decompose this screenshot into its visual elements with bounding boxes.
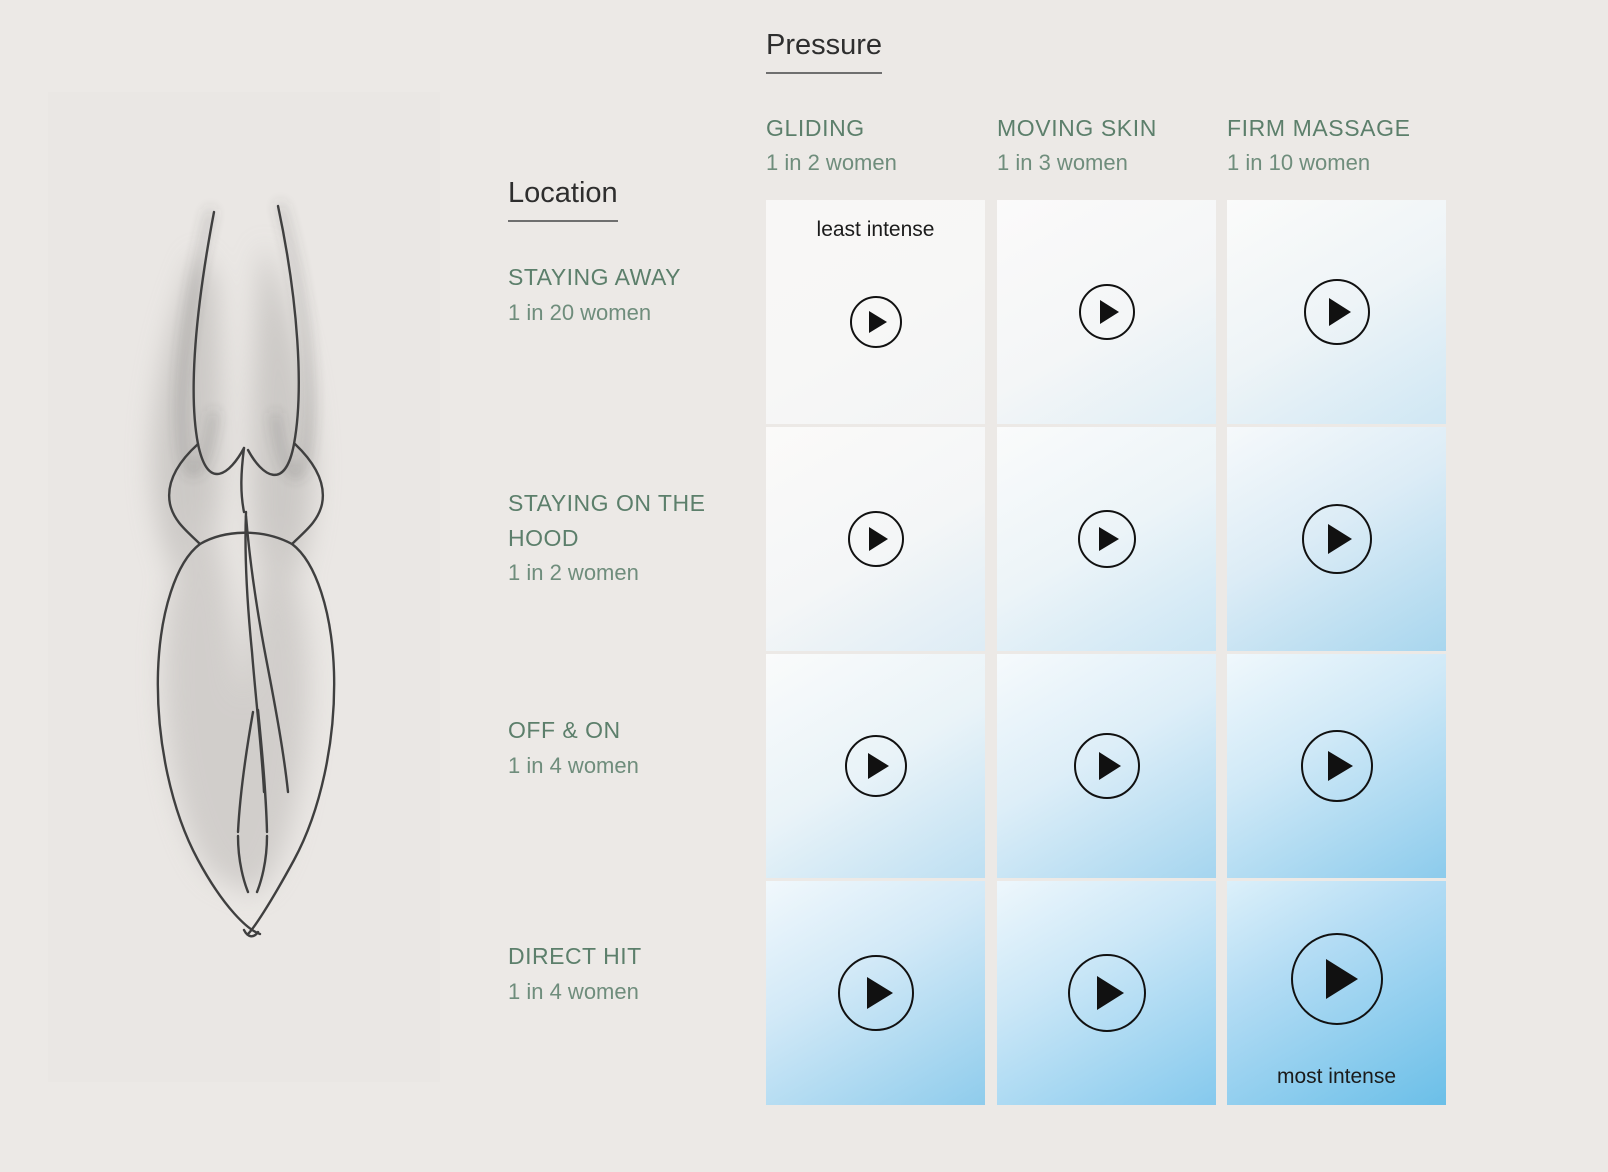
location-row-direct-hit (508, 939, 753, 1008)
location-column (508, 176, 753, 222)
illustration-panel (48, 92, 440, 1082)
vulva-anatomy-sketch (48, 92, 440, 1082)
location-row-staying-on-the-hood (508, 486, 753, 589)
location-heading: Location (508, 176, 618, 222)
video-tile[interactable] (1227, 427, 1446, 651)
play-triangle (867, 977, 893, 1009)
video-tile[interactable] (997, 200, 1216, 424)
location-row-off-and-on (508, 713, 753, 782)
location-label: OFF & ON (508, 717, 621, 743)
play-icon[interactable] (1079, 284, 1135, 340)
location-stat: 1 in 4 women (508, 752, 639, 778)
play-triangle (1329, 298, 1351, 326)
pressure-label: MOVING SKIN (997, 115, 1157, 141)
play-icon[interactable] (1291, 933, 1383, 1025)
video-tile[interactable] (997, 881, 1216, 1105)
play-icon[interactable] (1078, 510, 1136, 568)
pressure-stat: 1 in 10 women (1227, 150, 1371, 176)
play-triangle (1328, 524, 1352, 554)
play-icon[interactable] (1301, 730, 1373, 802)
video-tile[interactable] (766, 654, 985, 878)
play-triangle (1099, 527, 1119, 551)
video-tile[interactable] (766, 427, 985, 651)
play-icon[interactable] (850, 296, 902, 348)
least-intense-caption: least intense (816, 218, 935, 241)
pressure-column-firm-massage (1227, 112, 1411, 179)
play-icon[interactable] (1304, 279, 1370, 345)
play-triangle (869, 311, 887, 333)
video-tile[interactable] (1227, 881, 1446, 1105)
play-icon[interactable] (845, 735, 907, 797)
pressure-stat: 1 in 3 women (997, 150, 1128, 176)
play-icon[interactable] (1068, 954, 1146, 1032)
pressure-stat: 1 in 2 women (766, 150, 897, 176)
pressure-label: GLIDING (766, 115, 865, 141)
video-tile[interactable] (766, 881, 985, 1105)
location-label: DIRECT HIT (508, 943, 642, 969)
play-triangle (1097, 976, 1124, 1010)
pressure-label: FIRM MASSAGE (1227, 115, 1411, 141)
video-tile[interactable] (997, 654, 1216, 878)
pressure-column-gliding (766, 112, 897, 179)
most-intense-caption: most intense (1276, 1065, 1397, 1088)
location-stat: 1 in 2 women (508, 560, 639, 585)
play-triangle (1326, 959, 1358, 999)
play-icon[interactable] (1074, 733, 1140, 799)
pressure-column-moving-skin (997, 112, 1157, 179)
video-tile[interactable] (1227, 200, 1446, 424)
location-label: STAYING AWAY (508, 264, 681, 290)
play-icon[interactable] (838, 955, 914, 1031)
location-label: STAYING ON THE HOOD (508, 490, 706, 551)
play-triangle (1328, 751, 1353, 781)
play-triangle (869, 527, 888, 551)
video-tile[interactable] (766, 200, 985, 424)
video-tile[interactable] (1227, 654, 1446, 878)
video-tile[interactable] (997, 427, 1216, 651)
play-icon[interactable] (848, 511, 904, 567)
play-icon[interactable] (1302, 504, 1372, 574)
play-triangle (1099, 752, 1121, 780)
location-row-staying-away (508, 260, 753, 329)
play-triangle (1100, 300, 1119, 324)
location-stat: 1 in 4 women (508, 978, 639, 1004)
location-stat: 1 in 20 women (508, 299, 652, 325)
play-triangle (868, 753, 889, 779)
pressure-heading: Pressure (766, 28, 882, 74)
